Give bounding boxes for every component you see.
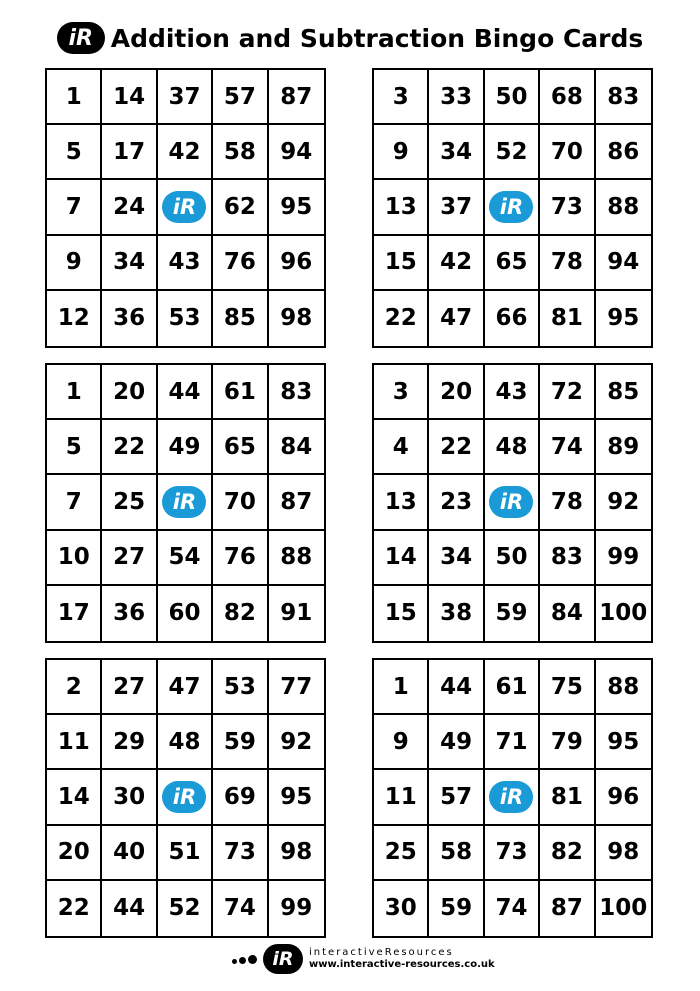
number-cell: 15: [374, 236, 429, 291]
number-cell: 10: [47, 531, 102, 586]
number-cell: 83: [540, 531, 595, 586]
number-cell: 88: [269, 531, 324, 586]
number-cell: 85: [213, 291, 268, 346]
number-cell: 12: [47, 291, 102, 346]
number-cell: 34: [102, 236, 157, 291]
number-cell: 1: [47, 365, 102, 420]
number-cell: 74: [485, 881, 540, 936]
free-space-cell: [485, 180, 540, 235]
number-cell: 78: [540, 236, 595, 291]
number-cell: 25: [102, 475, 157, 530]
number-cell: 83: [596, 70, 651, 125]
number-cell: 66: [485, 291, 540, 346]
number-cell: 82: [213, 586, 268, 641]
number-cell: 53: [158, 291, 213, 346]
number-cell: 33: [429, 70, 484, 125]
number-cell: 62: [213, 180, 268, 235]
number-cell: 13: [374, 180, 429, 235]
number-cell: 100: [599, 600, 648, 627]
number-cell: 20: [47, 826, 102, 881]
number-cell: 86: [596, 125, 651, 180]
footer: [232, 944, 495, 974]
ir-logo-icon: iR: [57, 22, 105, 54]
number-cell: 76: [213, 236, 268, 291]
number-cell: 84: [269, 420, 324, 475]
number-cell: 81: [540, 770, 595, 825]
number-cell: 22: [429, 420, 484, 475]
number-cell: 27: [102, 660, 157, 715]
number-cell: 92: [269, 715, 324, 770]
number-cell: 94: [596, 236, 651, 291]
number-cell: 79: [540, 715, 595, 770]
number-cell: 94: [269, 125, 324, 180]
number-cell: 42: [158, 125, 213, 180]
number-cell: 13: [374, 475, 429, 530]
number-cell: 95: [269, 770, 324, 825]
number-cell: 78: [540, 475, 595, 530]
number-cell: 14: [374, 531, 429, 586]
ir-logo-icon: iR: [162, 781, 206, 813]
number-cell: 52: [158, 881, 213, 936]
number-cell: 17: [47, 586, 102, 641]
number-cell: 36: [102, 586, 157, 641]
number-cell: 9: [47, 236, 102, 291]
number-cell: 34: [429, 531, 484, 586]
number-cell: 96: [269, 236, 324, 291]
number-cell: 22: [102, 420, 157, 475]
number-cell: 58: [429, 826, 484, 881]
ir-logo-icon: iR: [489, 486, 533, 518]
number-cell: 91: [280, 600, 313, 627]
number-cell: 29: [102, 715, 157, 770]
number-cell: 30: [102, 770, 157, 825]
free-space-cell: [158, 180, 213, 235]
number-cell: 20: [429, 365, 484, 420]
number-cell: 92: [596, 475, 651, 530]
number-cell: 74: [540, 420, 595, 475]
number-cell: 52: [485, 125, 540, 180]
number-cell: 85: [596, 365, 651, 420]
number-cell: 14: [47, 770, 102, 825]
number-cell: 59: [485, 586, 540, 641]
number-cell: 51: [158, 826, 213, 881]
number-cell: 83: [269, 365, 324, 420]
number-cell: 2: [47, 660, 102, 715]
number-cell: 59: [213, 715, 268, 770]
number-cell: 65: [213, 420, 268, 475]
number-cell: 61: [213, 365, 268, 420]
number-cell: 70: [540, 125, 595, 180]
number-cell: 82: [540, 826, 595, 881]
number-cell: 4: [374, 420, 429, 475]
number-cell: 11: [47, 715, 102, 770]
free-space-cell: [158, 770, 213, 825]
number-cell: 87: [540, 881, 595, 936]
number-cell: 100: [599, 895, 648, 922]
bingo-card: [372, 363, 653, 643]
number-cell: 69: [213, 770, 268, 825]
number-cell: 42: [429, 236, 484, 291]
number-cell: 47: [158, 660, 213, 715]
number-cell: 73: [213, 826, 268, 881]
number-cell: 72: [540, 365, 595, 420]
number-cell: 70: [213, 475, 268, 530]
number-cell: 98: [280, 305, 313, 332]
number-cell: 89: [596, 420, 651, 475]
number-cell: 87: [269, 70, 324, 125]
number-cell: 7: [47, 475, 102, 530]
number-cell: 36: [102, 291, 157, 346]
number-cell: 15: [374, 586, 429, 641]
number-cell: 37: [429, 180, 484, 235]
number-cell: 50: [485, 531, 540, 586]
ir-logo-icon: iR: [489, 191, 533, 223]
bingo-card: [45, 68, 326, 348]
number-cell: 61: [485, 660, 540, 715]
number-cell: 98: [269, 826, 324, 881]
number-cell: 74: [213, 881, 268, 936]
number-cell: 1: [374, 660, 429, 715]
number-cell: 22: [374, 291, 429, 346]
number-cell: 87: [269, 475, 324, 530]
number-cell: 59: [429, 881, 484, 936]
free-space-cell: [485, 475, 540, 530]
number-cell: 17: [102, 125, 157, 180]
number-cell: 43: [485, 365, 540, 420]
number-cell: 48: [158, 715, 213, 770]
number-cell: 44: [429, 660, 484, 715]
number-cell: 5: [47, 420, 102, 475]
number-cell: 88: [596, 660, 651, 715]
ir-logo-icon: iR: [162, 191, 206, 223]
number-cell: 14: [102, 70, 157, 125]
number-cell: 84: [540, 586, 595, 641]
number-cell: 1: [47, 70, 102, 125]
number-cell: 25: [374, 826, 429, 881]
number-cell: 5: [47, 125, 102, 180]
number-cell: 53: [213, 660, 268, 715]
free-space-cell: [485, 770, 540, 825]
number-cell: 7: [47, 180, 102, 235]
bingo-card: [45, 658, 326, 938]
number-cell: 11: [374, 770, 429, 825]
number-cell: 30: [374, 881, 429, 936]
number-cell: 24: [102, 180, 157, 235]
ir-logo-icon: iR: [162, 486, 206, 518]
number-cell: 77: [269, 660, 324, 715]
number-cell: 58: [213, 125, 268, 180]
footer-brand: interactiveResources: [309, 947, 454, 958]
number-cell: 75: [540, 660, 595, 715]
number-cell: 54: [158, 531, 213, 586]
free-space-cell: [158, 475, 213, 530]
number-cell: 88: [596, 180, 651, 235]
page-title: [0, 22, 700, 54]
number-cell: 57: [213, 70, 268, 125]
number-cell: 95: [607, 305, 640, 332]
number-cell: 49: [158, 420, 213, 475]
number-cell: 34: [429, 125, 484, 180]
number-cell: 99: [596, 531, 651, 586]
number-cell: 37: [158, 70, 213, 125]
number-cell: 20: [102, 365, 157, 420]
number-cell: 38: [429, 586, 484, 641]
number-cell: 99: [280, 895, 313, 922]
number-cell: 98: [596, 826, 651, 881]
number-cell: 3: [374, 70, 429, 125]
footer-url[interactable]: www.interactive-resources.co.uk: [309, 959, 495, 970]
number-cell: 23: [429, 475, 484, 530]
number-cell: 68: [540, 70, 595, 125]
number-cell: 65: [485, 236, 540, 291]
number-cell: 3: [374, 365, 429, 420]
number-cell: 44: [102, 881, 157, 936]
number-cell: 44: [158, 365, 213, 420]
number-cell: 73: [540, 180, 595, 235]
number-cell: 43: [158, 236, 213, 291]
bingo-card: [372, 658, 653, 938]
number-cell: 60: [158, 586, 213, 641]
number-cell: 95: [596, 715, 651, 770]
number-cell: 27: [102, 531, 157, 586]
number-cell: 76: [213, 531, 268, 586]
ir-logo-icon: iR: [489, 781, 533, 813]
number-cell: 49: [429, 715, 484, 770]
number-cell: 47: [429, 291, 484, 346]
number-cell: 73: [485, 826, 540, 881]
number-cell: 9: [374, 125, 429, 180]
number-cell: 50: [485, 70, 540, 125]
bingo-card: [45, 363, 326, 643]
number-cell: 57: [429, 770, 484, 825]
ir-logo-icon: iR: [263, 944, 303, 974]
number-cell: 22: [47, 881, 102, 936]
number-cell: 96: [596, 770, 651, 825]
number-cell: 95: [269, 180, 324, 235]
dots-icon: [232, 955, 257, 964]
bingo-card: [372, 68, 653, 348]
title-text: Addition and Subtraction Bingo Cards: [110, 23, 644, 53]
number-cell: 9: [374, 715, 429, 770]
number-cell: 40: [102, 826, 157, 881]
number-cell: 81: [540, 291, 595, 346]
number-cell: 48: [485, 420, 540, 475]
number-cell: 71: [485, 715, 540, 770]
